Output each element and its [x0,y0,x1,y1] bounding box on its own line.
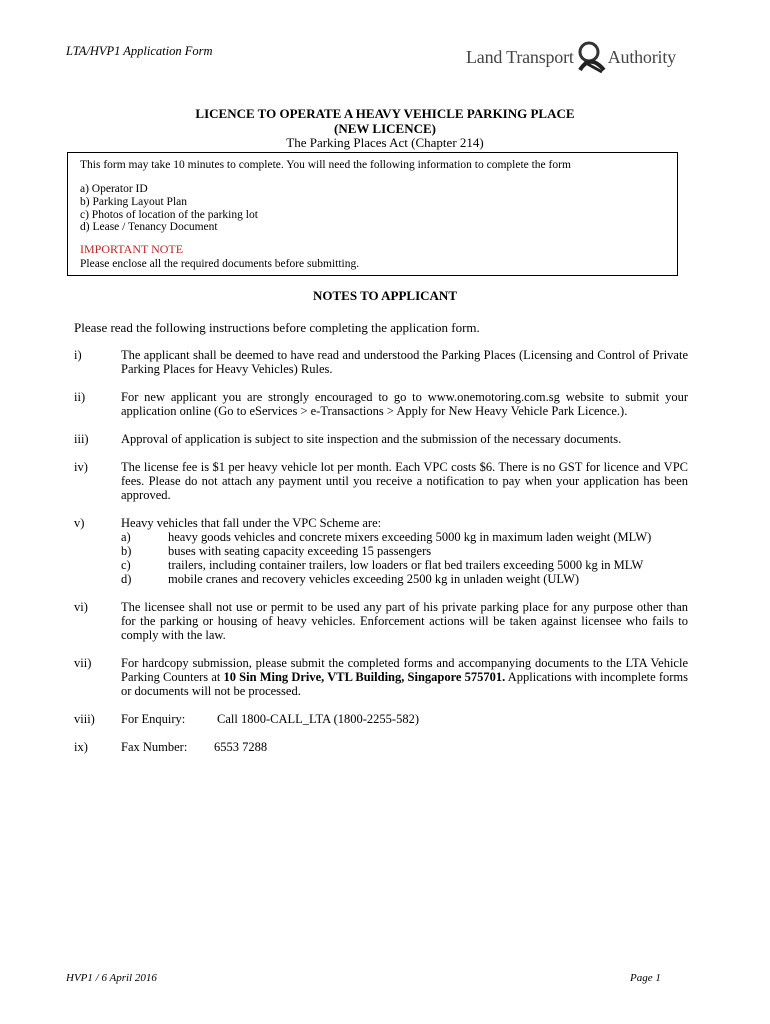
sub-text: heavy goods vehicles and concrete mixers exceeding 5000 kg in maximum laden weight (MLW) [168,530,652,544]
enquiry-value: Call 1800-CALL_LTA (1800-2255-582) [217,712,419,726]
sub-label: a) [121,530,131,544]
vpc-sub-item [121,558,688,572]
note-number: i) [74,348,82,362]
logo-text-right: Authority [607,46,676,67]
sub-label: c) [121,558,131,572]
note-text: The licensee shall not use or permit to be used any part of his private parking place for any purpose other than for the parking or housing of heavy vehicles. Enforcement actions will be taken against licensee who fails to comply with the law. [121,600,688,642]
note-4 [74,460,688,502]
sub-text: buses with seating capacity exceeding 15 passengers [168,544,432,558]
fax-value: 6553 7288 [214,740,268,754]
form-title: LICENCE TO OPERATE A HEAVY VEHICLE PARKING PLACE [195,106,575,121]
note-text [121,656,688,698]
note-5 [74,516,688,586]
note-7 [74,656,688,698]
vpc-sub-item [121,544,688,558]
note-number: ii) [74,390,86,404]
notes-preamble: Please read the following instructions before completing the application form. [74,320,480,335]
lta-logo [466,38,688,76]
note-2 [74,390,688,418]
lta-address: 10 Sin Ming Drive, VTL Building, Singapore 575701. [223,670,506,684]
fax-label: Fax Number: [121,740,188,754]
note-text: The license fee is $1 per heavy vehicle lot per month. Each VPC costs $6. There is no GST for licence and VPC fees. Please do not attach any payment until you receive a notification to pay when your application has been approved. [121,460,688,502]
required-info-list [80,183,665,234]
note-text: For new applicant you are strongly encouraged to go to www.onemotoring.com.sg website to submit your application online (Go to eServices > e-Transactions > Apply for New Heavy Vehicle Park Licence.). [121,390,688,418]
vpc-sub-item [121,572,688,586]
note-number: viii) [74,712,95,726]
list-item: d) Lease / Tenancy Document [80,221,218,234]
note-number: vii) [74,656,92,670]
note-text: Approval of application is subject to site inspection and the submission of the necessary documents. [121,432,622,446]
note-number: vi) [74,600,88,614]
note-5-intro: Heavy vehicles that fall under the VPC Scheme are: [121,516,382,530]
form-code: LTA/HVP1 Application Form [66,44,213,58]
form-subtitle: (NEW LICENCE) [334,121,436,136]
form-act: The Parking Places Act (Chapter 214) [286,135,484,150]
footer-version: HVP1 / 6 April 2016 [66,972,157,984]
enquiry-label: For Enquiry: [121,712,186,726]
sub-label: b) [121,544,132,558]
info-box [67,152,678,276]
note-9 [74,740,688,754]
fax-line [121,740,688,754]
note-number: ix) [74,740,88,754]
logo-text-left: Land Transport [466,46,574,67]
list-item: c) Photos of location of the parking lot [80,208,258,221]
note-7-text-start: For hardcopy submission, please submit the completed forms and accompanying documents to the LTA Vehicle Parking Counters at [121,656,688,684]
note-7-text-end: Applications with incomplete forms or documents will not be processed. [121,670,688,698]
important-note-text: Please enclose all the required documents before submitting. [80,258,360,271]
note-number: iii) [74,432,89,446]
page-number: Page 1 [630,972,661,984]
sub-text: mobile cranes and recovery vehicles exceeding 2500 kg in unladen weight (ULW) [168,572,580,586]
list-item: a) Operator ID [80,183,148,195]
lta-emblem-icon [576,40,606,74]
note-number: v) [74,516,85,530]
note-text: The applicant shall be deemed to have read and understood the Parking Places (Licensing and Control of Private Parking Places for Heavy Vehicles) Rules. [121,348,688,376]
note-3 [74,432,688,446]
sub-text: trailers, including container trailers, low loaders or flat bed trailers exceeding 5000 kg in MLW [168,558,644,572]
note-1 [74,348,688,376]
info-intro: This form may take 10 minutes to complete. You will need the following information to complete the form [80,159,571,171]
list-item: b) Parking Layout Plan [80,195,187,208]
note-8 [74,712,688,726]
note-number: iv) [74,460,88,474]
note-6 [74,600,688,642]
sub-label: d) [121,572,132,586]
enquiry-line [121,712,688,726]
vpc-sub-item [121,530,688,544]
note-text [121,516,688,586]
important-note-label: IMPORTANT NOTE [80,242,184,257]
notes-heading: NOTES TO APPLICANT [312,288,457,303]
